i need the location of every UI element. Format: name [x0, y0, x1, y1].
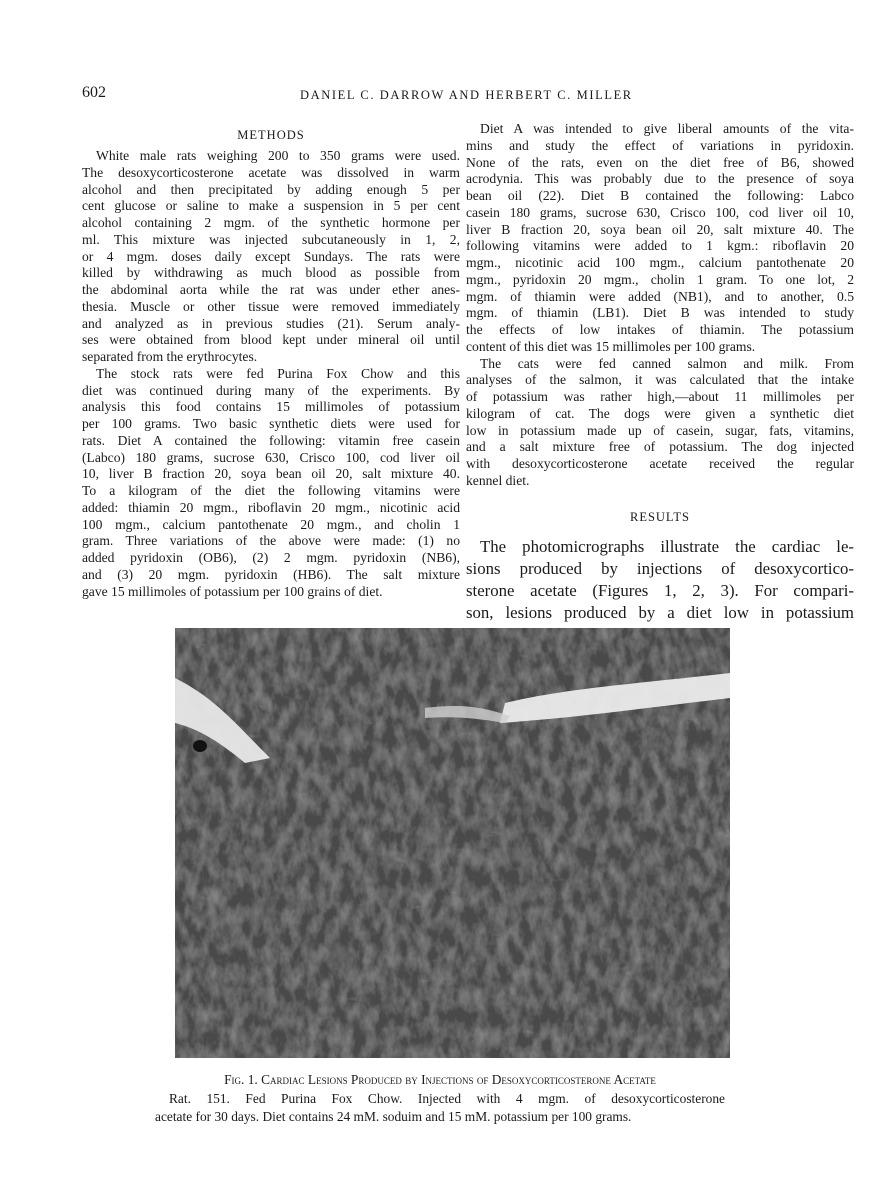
paragraph [82, 148, 460, 366]
text-line: bean oil (22). Diet B contained the following: Labco [466, 188, 854, 203]
text-line: added: thiamin 20 mgm., riboflavin 20 mgm., nicotinic acid [82, 499, 460, 515]
caption-line: acetate for 30 days. Diet contains 24 mM. soduim and 15 mM. potassium per 100 grams. [155, 1109, 632, 1124]
text-line: White male rats weighing 200 to 350 grams were used. [96, 148, 460, 163]
text-line: The photomicrographs illustrate the cardiac le- [480, 536, 854, 556]
figure-caption [155, 1070, 725, 1126]
text-line: rats. Diet A contained the following: vitamin free casein [82, 432, 460, 448]
text-line: of potassium was rather high,—about 11 millimoles per [466, 389, 854, 404]
text-line: thesia. Muscle or other tissue were removed immediately [82, 298, 460, 314]
text-line: sterone acetate (Figures 1, 2, 3). For compari- [466, 580, 854, 600]
text-line: cent glucose or saline to make a suspension in 5 per cent [82, 198, 460, 214]
text-line: with desoxycorticosterone acetate received the regular [466, 456, 854, 471]
text-line: None of the rats, even on the diet free of B6, showed [466, 154, 854, 170]
text-line: gram. Three variations of the above were made: (1) no [82, 533, 460, 549]
running-head: DANIEL C. DARROW AND HERBERT C. MILLER [300, 88, 633, 102]
text-line: acrodynia. This was probably due to the presence of soya [466, 171, 854, 187]
page-number: 602 [82, 84, 106, 101]
text-line: per 100 grams. Two basic synthetic diets were used for [82, 416, 460, 431]
text-line: alcohol containing 2 mgm. of the synthetic hormone per [82, 215, 460, 230]
section-heading-methods: METHODS [237, 128, 305, 142]
figure-photomicrograph [175, 628, 730, 1058]
text-line: The cats were fed canned salmon and milk. From [480, 355, 854, 371]
section-heading-results: RESULTS [629, 509, 691, 524]
text-line: To a kilogram of the diet the following vitamins were [82, 483, 460, 498]
text-line: or 4 mgm. doses daily except Sundays. The rats were [82, 248, 460, 264]
text-line: 100 mgm., calcium pantothenate 20 mgm., and cholin 1 [82, 516, 460, 532]
text-line: ses were obtained from blood kept under mineral oil until [82, 332, 460, 348]
text-line: content of this diet was 15 millimoles per 100 grams. [466, 338, 756, 354]
text-line: killed by withdrawing as much blood as possible from [82, 265, 460, 281]
caption-line: Rat. 151. Fed Purina Fox Chow. Injected with 4 mgm. of desoxycorticosterone [169, 1091, 725, 1106]
text-line: mgm. of thiamin were added (NB1), and to another, 0.5 [466, 288, 854, 304]
text-line: The desoxycorticosterone acetate was dissolved in warm [82, 164, 460, 180]
text-line: following vitamins were added to 1 kgm.: riboflavin 20 [466, 238, 854, 254]
photomicrograph-image [175, 628, 730, 1058]
text-line: mgm., pyridoxin 20 mgm., cholin 1 gram. To one lot, 2 [466, 271, 854, 287]
text-line: (Labco) 180 grams, sucrose 630, Crisco 100, cod liver oil [82, 449, 460, 465]
text-line: sions produced by injections of desoxycortico- [466, 558, 854, 578]
figure-title: Fig. 1. Cardiac Lesions Produced by Injections of Desoxycorticosterone Acetate [224, 1072, 656, 1087]
text-line: and a salt mixture free of potassium. The dog injected [466, 439, 854, 455]
right-column [466, 121, 854, 624]
text-line: mgm. of thiamin (LB1). Diet B was intended to study [466, 305, 854, 321]
text-line: mgm., nicotinic acid 100 mgm., calcium pantothenate 20 [466, 255, 854, 270]
text-line: kilogram of cat. The dogs were given a synthetic diet [466, 405, 854, 421]
results-paragraph [466, 536, 854, 624]
text-line: analysis this food contains 15 millimoles of potassium [82, 399, 460, 415]
text-line: casein 180 grams, sucrose 630, Crisco 100, cod liver oil 10, [466, 204, 854, 220]
text-line: added pyridoxin (OB6), (2) 2 mgm. pyridoxin (NB6), [82, 550, 460, 565]
left-column [82, 122, 460, 600]
paragraph [466, 356, 854, 490]
text-line: 10, liver B fraction 20, soya bean oil 20, salt mixture 40. [82, 466, 460, 482]
text-line: son, lesions produced by a diet low in potassium [466, 602, 854, 622]
text-line: ml. This mixture was injected subcutaneously in 1, 2, [82, 231, 460, 247]
text-line: gave 15 millimoles of potassium per 100 grains of diet. [82, 583, 383, 599]
text-line: and analyzed as in previous studies (21). Serum analy- [82, 315, 460, 331]
text-line: the abdominal aorta while the rat was under ether anes- [82, 282, 460, 297]
text-line: diet was continued during many of the experiments. By [82, 382, 460, 398]
text-line: The stock rats were fed Purina Fox Chow and this [96, 365, 460, 381]
text-line: liver B fraction 20, soya bean oil 20, salt mixture 40. The [466, 221, 854, 237]
paragraph [466, 121, 854, 356]
text-line: alcohol and then precipitated by adding enough 5 per [82, 181, 460, 197]
text-line: the effects of low intakes of thiamin. The potassium [466, 322, 854, 337]
text-line: low in potassium made up of casein, sugar, fats, vitamins, [466, 422, 854, 438]
text-line: Diet A was intended to give liberal amounts of the vita- [480, 121, 854, 136]
paragraph [82, 366, 460, 601]
text-line: separated from the erythrocytes. [82, 349, 258, 364]
text-line: analyses of the salmon, it was calculated that the intake [466, 372, 854, 388]
text-line: kennel diet. [466, 472, 530, 488]
text-line: mins and study the effect of variations in pyridoxin. [466, 137, 854, 153]
text-line: and (3) 20 mgm. pyridoxin (HB6). The salt mixture [82, 566, 460, 582]
